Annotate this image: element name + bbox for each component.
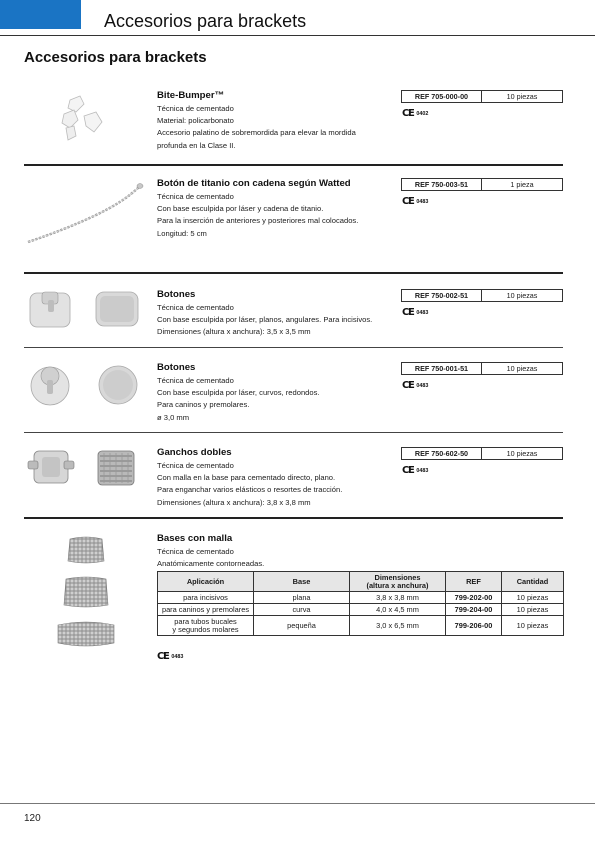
column-header: Cantidad xyxy=(502,572,564,592)
ref-code: REF 705-000-00 xyxy=(402,91,482,102)
table-cell: 799-204-00 xyxy=(446,604,502,616)
ce-marking xyxy=(402,465,428,476)
product-name: Bases con malla xyxy=(157,533,233,544)
ce-mark-icon: CE xyxy=(402,465,414,476)
table-cell: 4,0 x 4,5 mm xyxy=(350,604,446,616)
bite-bumper-image xyxy=(24,90,149,160)
ce-notified-body-number: 0483 xyxy=(416,382,429,389)
column-header: Aplicación xyxy=(158,572,254,592)
product-description xyxy=(157,447,397,509)
description-line: Material: policarbonato xyxy=(157,116,234,126)
product-name: Botón de titanio con cadena según Watted xyxy=(157,178,351,189)
section-divider xyxy=(24,517,563,519)
product-name: Bite-Bumper™ xyxy=(157,90,225,101)
description-line: Para enganchar varios elásticos o resortes de tracción. xyxy=(157,485,343,495)
description-line: profunda en la Clase II. xyxy=(157,140,236,150)
description-line: Técnica de cementado xyxy=(157,192,234,201)
ce-mark-icon: CE xyxy=(402,196,414,207)
ref-quantity: 10 piezas xyxy=(506,364,538,373)
table-cell: plana xyxy=(254,592,350,604)
description-line: ø 3,0 mm xyxy=(157,412,190,422)
section-divider xyxy=(24,432,563,433)
ref-quantity: 1 pieza xyxy=(510,180,534,189)
ce-notified-body-number: 0483 xyxy=(171,653,184,660)
table-cell: 10 piezas xyxy=(502,604,564,616)
description-line: Para caninos y premolares. xyxy=(157,400,250,410)
section-divider xyxy=(24,347,563,348)
table-cell: curva xyxy=(254,604,350,616)
ce-notified-body-number: 0402 xyxy=(416,110,429,117)
ce-mark-icon: CE xyxy=(402,307,414,318)
ref-code: REF 750-001-51 xyxy=(402,363,482,374)
double-hook-images xyxy=(24,447,149,517)
table-cell: 3,8 x 3,8 mm xyxy=(350,592,446,604)
description-line: Longitud: 5 cm xyxy=(157,228,207,238)
ref-code: REF 750-002-51 xyxy=(402,290,482,301)
product-description xyxy=(157,90,397,152)
table-cell: para incisivos xyxy=(158,592,254,604)
ce-marking xyxy=(402,108,428,119)
titanium-chain-image xyxy=(24,178,149,248)
description-line: Técnica de cementado xyxy=(157,303,234,312)
description-line: Para la inserción de anteriores y posteriores mal colocados. xyxy=(157,216,359,226)
ref-quantity: 10 piezas xyxy=(506,291,538,300)
section-divider xyxy=(24,272,563,274)
ref-box xyxy=(401,90,563,103)
product-name: Ganchos dobles xyxy=(157,447,232,458)
ce-mark-icon: CE xyxy=(402,380,414,391)
ce-notified-body-number: 0483 xyxy=(416,467,429,474)
footer-divider xyxy=(0,803,595,804)
ce-mark-icon: CE xyxy=(402,108,414,119)
ce-notified-body-number: 0483 xyxy=(416,198,429,205)
description-line: Técnica de cementado xyxy=(157,547,234,556)
description-line: Técnica de cementado xyxy=(157,104,234,113)
table-cell: 10 piezas xyxy=(502,616,564,636)
product-name: Botones xyxy=(157,289,196,300)
ref-box xyxy=(401,178,563,191)
ref-code: REF 750-602-50 xyxy=(402,448,482,459)
product-description xyxy=(157,289,397,339)
table-cell: 10 piezas xyxy=(502,592,564,604)
column-header: Base xyxy=(254,572,350,592)
column-header: REF xyxy=(446,572,502,592)
ref-quantity: 10 piezas xyxy=(506,92,538,101)
description-line: Con malla en la base para cementado directo, plano. xyxy=(157,473,336,483)
column-header: Dimensiones (altura x anchura) xyxy=(350,572,446,592)
table-cell: 3,0 x 6,5 mm xyxy=(350,616,446,636)
table-row xyxy=(158,604,564,616)
ref-box xyxy=(401,362,563,375)
description-line: Técnica de cementado xyxy=(157,376,234,385)
description-line: Con base esculpida por láser, curvos, redondos. xyxy=(157,388,320,398)
description-line: Anatómicamente contorneadas. xyxy=(157,559,265,569)
section-title: Accesorios para brackets xyxy=(24,49,207,66)
table-row xyxy=(158,592,564,604)
mesh-base-images xyxy=(24,533,149,653)
product-description xyxy=(157,362,397,424)
ce-marking xyxy=(402,380,428,391)
description-line: Con base esculpida por láser, planos, angulares. Para incisivos. xyxy=(157,315,373,325)
description-line: Dimensiones (altura x anchura): 3,8 x 3,8 mm xyxy=(157,497,311,507)
ce-marking xyxy=(402,307,428,318)
table-header-row xyxy=(158,572,564,592)
mesh-base-table xyxy=(157,571,564,636)
header-divider xyxy=(0,35,595,36)
header-color-tab xyxy=(0,0,81,29)
product-description xyxy=(157,178,397,240)
table-cell: para caninos y premolares xyxy=(158,604,254,616)
description-line: Dimensiones (altura x anchura): 3,5 x 3,5 mm xyxy=(157,327,311,337)
ce-notified-body-number: 0483 xyxy=(416,309,429,316)
table-cell: 799-206-00 xyxy=(446,616,502,636)
page-number: 120 xyxy=(24,813,41,824)
table-cell: pequeña xyxy=(254,616,350,636)
ce-mark-icon: CE xyxy=(157,651,169,662)
description-line: Técnica de cementado xyxy=(157,461,234,470)
table-cell: 799-202-00 xyxy=(446,592,502,604)
ref-box xyxy=(401,447,563,460)
description-line: Accesorio palatino de sobremordida para elevar la mordida xyxy=(157,128,356,138)
section-divider xyxy=(24,164,563,166)
flat-button-images xyxy=(24,289,149,359)
ref-quantity: 10 piezas xyxy=(506,449,538,458)
ce-marking xyxy=(157,651,183,662)
ref-code: REF 750-003-51 xyxy=(402,179,482,190)
ce-marking xyxy=(402,196,428,207)
description-line: Con base esculpida por láser y cadena de titanio. xyxy=(157,204,324,214)
round-button-images xyxy=(24,362,149,432)
table-row xyxy=(158,616,564,636)
page-header-title: Accesorios para brackets xyxy=(104,11,307,31)
table-cell: para tubos bucales y segundos molares xyxy=(158,616,254,636)
product-description xyxy=(157,533,457,570)
product-name: Botones xyxy=(157,362,196,373)
ref-box xyxy=(401,289,563,302)
